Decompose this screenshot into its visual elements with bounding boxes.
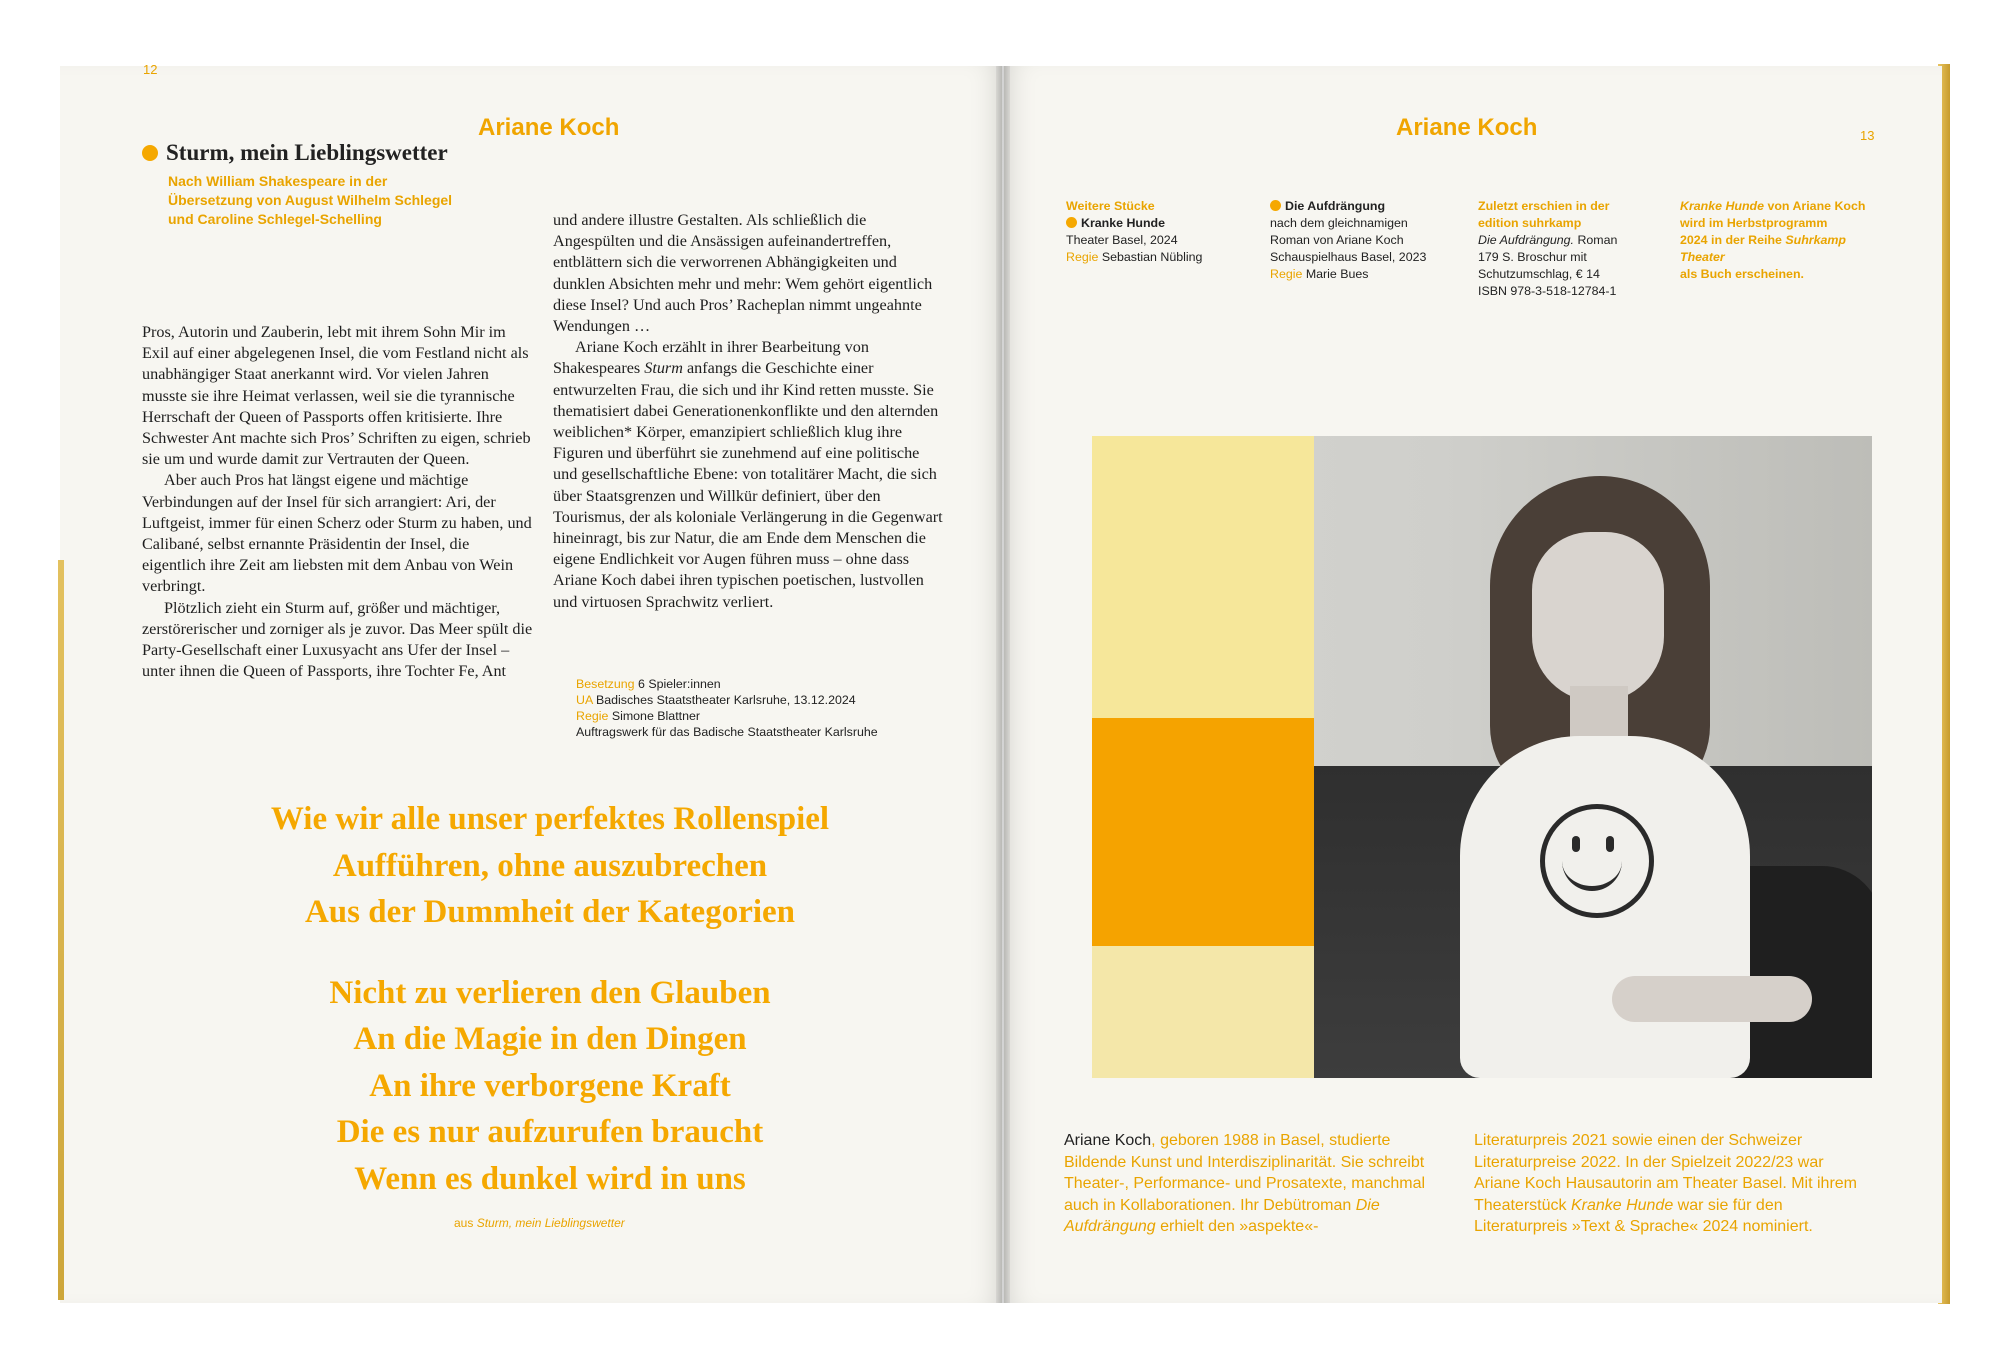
page-edge-left bbox=[58, 560, 64, 1300]
book-info: Zuletzt erschien in der edition suhrkamp Die Aufdrängung. Roman 179 S. Broschur mit Schutzumschlag, € 14 ISBN 978-3-518-12784-1 bbox=[1478, 199, 1618, 298]
author-bio-col1: Ariane Koch, geboren 1988 in Basel, studierte Bildende Kunst und Interdisziplinarität. Sie schreibt Theater-, Performance- und Prosatexte, manchmal auch in Kollaborationen. Ihr Debütroman Die Aufdrängung erhielt den »aspekte«- bbox=[1064, 1132, 1426, 1235]
paragraph: Ariane Koch erzählt in ihrer Bearbeitung von Shakespeares Sturm anfangs die Geschichte einer entwurzelten Frau, die sich und ihr Kind retten musste. Sie thematisiert dabei Generationenkonflikte und den alternden weiblichen* Körper, emanzipiert schließlich klug ihre Figuren und überführt sie zunehmend auf eine politische und gesellschaftliche Ebene: von totalitärer Macht, die sich über Staatsgrenzen und Willkür definiert, über den Tourismus, der als koloniale Verlängerung in die Gegenwart hineinragt, bis zur Natur, die am Ende dem Menschen die eigene Endlichkeit vor Augen führen muss – ohne dass Ariane Koch dabei ihren typischen poetischen, lustvollen und virtuosen Sprachwitz verliert. bbox=[553, 338, 943, 611]
bullet-icon bbox=[1270, 200, 1281, 211]
play-subtitle: Nach William Shakespeare in der Übersetzung von August Wilhelm Schlegel und Caroline Schlegel-Schelling bbox=[168, 173, 453, 227]
paragraph: Pros, Autorin und Zauberin, lebt mit ihrem Sohn Mir im Exil auf einer abgelegenen Insel, die vom Festland nicht als unabhängiger Staat anerkannt wird. Vor vielen Jahren musste sie ihre Heimat verlassen, weil sie die tyrannische Herrschaft der Queen of Passports offen kritisierte. Ihre Schwester Ant machte sich Pros’ Schriften zu eigen, schrieb sie um und wurde damit zur Vertrauten der Queen. bbox=[142, 323, 531, 469]
poem-source: aus Sturm, mein Lieblingswetter bbox=[454, 1216, 625, 1230]
more-plays-2: Die Aufdrängung nach dem gleichnamigen Roman von Ariane Koch Schauspielhaus Basel, 2023 Regie Marie Bues bbox=[1270, 199, 1427, 281]
bullet-icon bbox=[1066, 217, 1077, 228]
author-portrait bbox=[1092, 436, 1872, 1078]
bullet-icon bbox=[142, 145, 158, 161]
page-number-left: 12 bbox=[143, 62, 158, 77]
paragraph: Aber auch Pros hat längst eigene und mächtige Verbindungen auf der Insel für sich arrangiert: Ari, der Luftgeist, immer für einen Scherz oder Sturm zu haben, und Calibané, selbst ernannte Präsidentin der Insel, die eigentlich ihre Zeit am liebsten mit dem Anbau von Wein verbringt. bbox=[142, 471, 532, 596]
running-head-left: Ariane Koch bbox=[478, 114, 620, 141]
spine bbox=[996, 66, 1010, 1303]
text-column-2 bbox=[553, 210, 945, 613]
play-title-row bbox=[142, 140, 448, 166]
page-number-right: 13 bbox=[1860, 128, 1875, 143]
more-plays: Weitere Stücke Kranke Hunde Theater Basel, 2024 Regie Sebastian Nübling bbox=[1066, 199, 1203, 264]
play-title: Sturm, mein Lieblingswetter bbox=[166, 140, 448, 165]
text-column-1 bbox=[142, 322, 534, 682]
book-announcement: Kranke Hunde von Ariane Koch wird im Herbstprogramm 2024 in der Reihe Suhrkamp Theater als Buch erscheinen. bbox=[1680, 199, 1866, 281]
author-bio-col2: Literaturpreis 2021 sowie einen der Schweizer Literaturpreise 2022. In der Spielzeit 2022/23 war Ariane Koch Hausautorin am Theater Basel. Mit ihrem Theaterstück Kranke Hunde war sie für den Literaturpreis »Text & Sprache« 2024 nominiert. bbox=[1474, 1132, 1857, 1235]
running-head-right: Ariane Koch bbox=[1396, 114, 1538, 141]
poem-quote: Wie wir alle unser perfektes Rollenspiel Aufführen, ohne auszubrechen Aus der Dummheit der Kategorien Nicht zu verlieren den Glauben An die Magie in den Dingen An ihre verborgene Kraft Die es nur aufzurufen braucht Wenn es dunkel wird in uns bbox=[270, 801, 830, 1197]
paragraph: Plötzlich zieht ein Sturm auf, größer und mächtiger, zerstörerischer und zorniger als je zuvor. Das Meer spült die Party-Gesellschaft einer Luxusyacht ans Ufer der Insel – unter ihnen die Queen of Passports, ihre Tochter Fe, Ant bbox=[142, 598, 533, 681]
play-credits: Besetzung 6 Spieler:innen UA Badisches Staatstheater Karlsruhe, 13.12.2024 Regie Simone Blattner Auftragswerk für das Badische Staatstheater Karlsruhe bbox=[576, 677, 878, 739]
paragraph: und andere illustre Gestalten. Als schließlich die Angespülten und die Ansässigen aufeinandertreffen, entblättern sich die verworrenen Abhängigkeiten und dunklen Absichten mehr und mehr: Wem gehört eigentlich diese Insel? Und auch Pros’ Racheplan nimmt ungeahnte Wendungen … bbox=[553, 211, 933, 336]
